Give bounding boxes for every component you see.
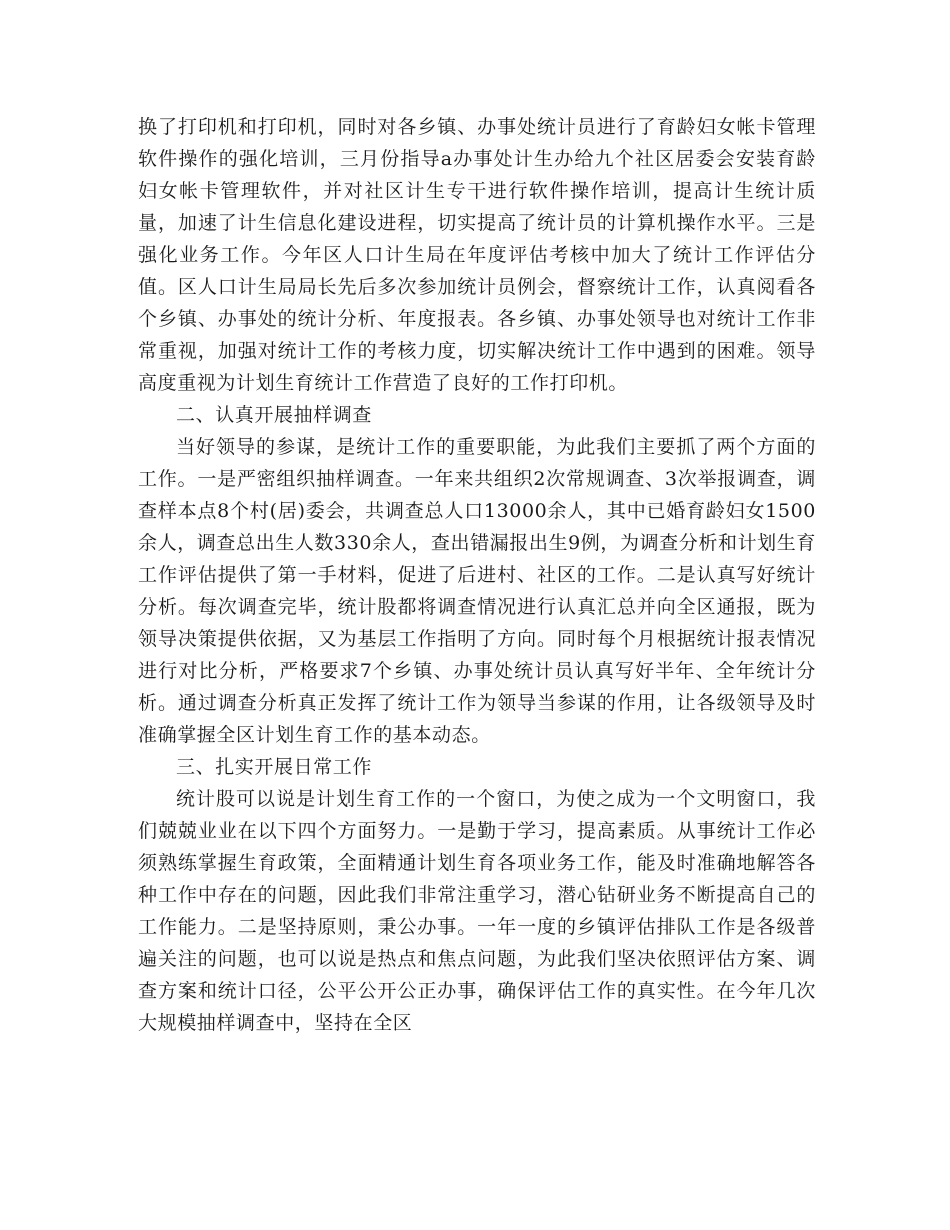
document-page [138, 111, 816, 1039]
body-paragraph-1: 换了打印机和打印机，同时对各乡镇、办事处统计员进行了育龄妇女帐卡管理软件操作的强化培训，三月份指导a办事处计生办给九个社区居委会安装育龄妇女帐卡管理软件，并对社区计生专干进行软件操作培训，提高计生统计质量，加速了计生信息化建设进程，切实提高了统计员的计算机操作水平。三是强化业务工作。今年区人口计生局在年度评估考核中加大了统计工作评估分值。区人口计生局局长先后多次参加统计员例会，督察统计工作，认真阅看各个乡镇、办事处的统计分析、年度报表。各乡镇、办事处领导也对统计工作非常重视，加强对统计工作的考核力度，切实解决统计工作中遇到的困难。领导高度重视为计划生育统计工作营造了良好的工作打印机。 [138, 116, 816, 394]
section-heading-2: 二、认真开展抽样调查 [176, 404, 373, 426]
body-paragraph-2: 当好领导的参谋，是统计工作的重要职能，为此我们主要抓了两个方面的工作。一是严密组织抽样调查。一年来共组织2次常规调查、3次举报调查，调查样本点8个村(居)委会，共调查总人口13000余人，其中已婚育龄妇女1500余人，调查总出生人数330余人，查出错漏报出生9例，为调查分析和计划生育工作评估提供了第一手材料，促进了后进村、社区的工作。二是认真写好统计分析。每次调查完毕，统计股都将调查情况进行认真汇总并向全区通报，既为领导决策提供依据，又为基层工作指明了方向。同时每个月根据统计报表情况进行对比分析，严格要求7个乡镇、办事处统计员认真写好半年、全年统计分析。通过调查分析真正发挥了统计工作为领导当参谋的作用，让各级领导及时准确掌握全区计划生育工作的基本动态。 [138, 436, 816, 746]
section-heading-3: 三、扎实开展日常工作 [176, 756, 373, 778]
body-paragraph-3: 统计股可以说是计划生育工作的一个窗口，为使之成为一个文明窗口，我们兢兢业业在以下四个方面努力。一是勤于学习，提高素质。从事统计工作必须熟练掌握生育政策，全面精通计划生育各项业务工作，能及时准确地解答各种工作中存在的问题，因此我们非常注重学习，潜心钻研业务不断提高自己的工作能力。二是坚持原则，秉公办事。一年一度的乡镇评估排队工作是各级普遍关注的问题，也可以说是热点和焦点问题，为此我们坚决依照评估方案、调查方案和统计口径，公平公开公正办事，确保评估工作的真实性。在今年几次大规模抽样调查中，坚持在全区 [138, 788, 816, 1034]
